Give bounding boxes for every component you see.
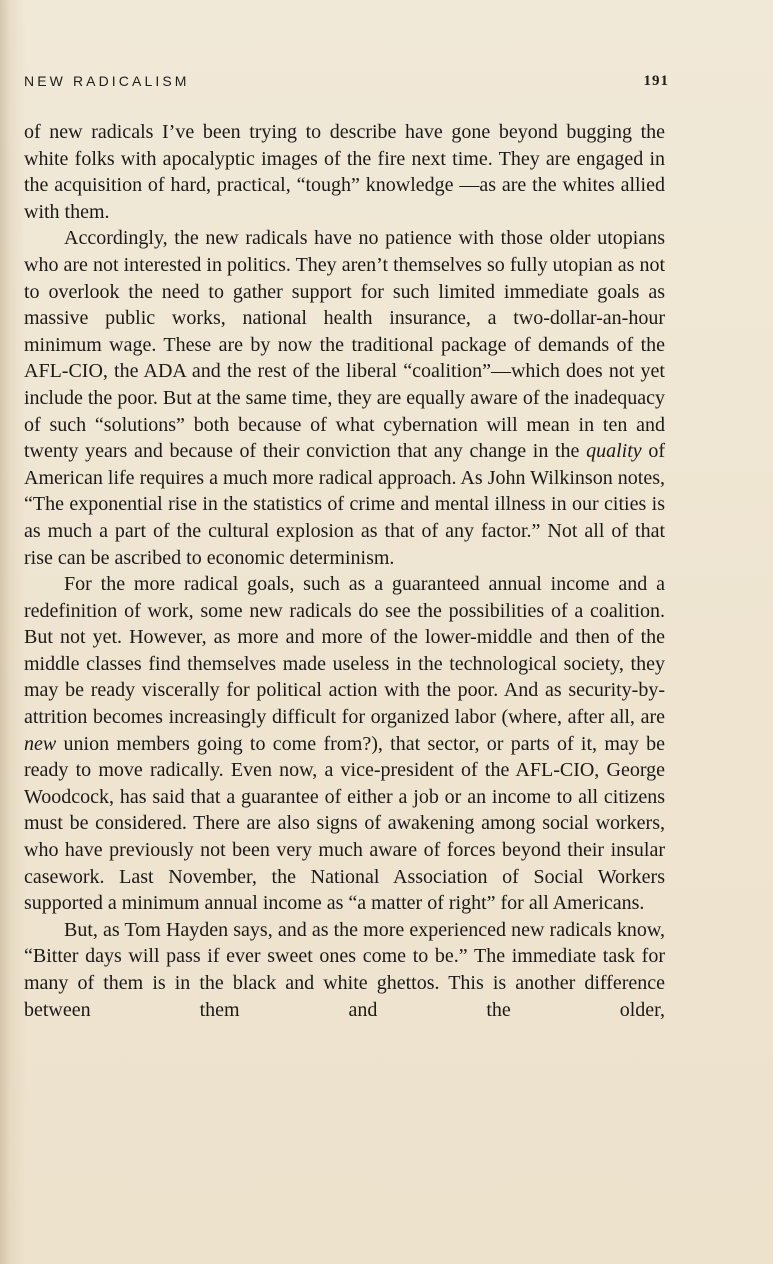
paragraph-1	[24, 119, 665, 225]
italic-text: new	[24, 732, 57, 755]
text-run: For the more radical goals, such as a guaranteed annual income and a redefinition of work, some new radicals do see the possibilities of a coalition. But not yet. However, as more and more of the lower-middle and then of the middle classes find themselves made useless in the technological society, they may be ready viscerally for political action with the poor. And as security-by-attrition becomes increasingly difficult for organized labor (where, after all, are	[24, 573, 665, 729]
text-run: But, as Tom Hayden says, and as the more experienced new radicals know, “Bitter days will pass if ever sweet ones come to be.” The immediate task for many of them is in the black and white ghettos. This is another difference between them and the older,	[24, 918, 665, 1021]
page-number: 191	[643, 72, 669, 89]
italic-text: quality	[586, 440, 642, 463]
text-run: of American life requires a much more radical approach. As John Wilkinson notes, “The exponential rise in the statistics of crime and mental illness in our cities is as much a part of the cultural explosion as that of any factor.” Not all of that rise can be ascribed to economic determinism.	[24, 440, 665, 569]
running-head	[24, 70, 669, 92]
text-run: of new radicals I’ve been trying to describe have gone beyond bugging the white folks with apocalyptic images of the fire next time. They are engaged in the acquisition of hard, practical, “tough” knowledge —as are the whites allied with them.	[24, 121, 665, 223]
paragraph-4	[24, 917, 665, 1023]
running-title: NEW RADICALISM	[24, 73, 190, 89]
text-run: Accordingly, the new radicals have no patience with those older utopians who are not interested in politics. They aren’t themselves so fully utopian as not to overlook the need to gather support for such limited immediate goals as massive public works, national health insurance, a two-dollar-an-hour minimum wage. These are by now the traditional package of demands of the AFL-CIO, the ADA and the rest of the liberal “coalition”—which does not yet include the poor. But at the same time, they are equally aware of the inadequacy of such “solutions” both because of what cybernation will mean in ten and twenty years and because of their conviction that any change in the	[24, 227, 665, 463]
body-text	[24, 119, 665, 1023]
text-run: union members going to come from?), that sector, or parts of it, may be ready to move radically. Even now, a vice-president of the AFL-CIO, George Woodcock, has said that a guarantee of either a job or an income to all citizens must be considered. There are also signs of awakening among social workers, who have previously not been very much aware of forces beyond their insular casework. Last November, the National Association of Social Workers supported a minimum annual income as “a matter of right” for all Americans.	[24, 732, 665, 915]
paragraph-3	[24, 571, 665, 917]
paragraph-2	[24, 225, 665, 571]
